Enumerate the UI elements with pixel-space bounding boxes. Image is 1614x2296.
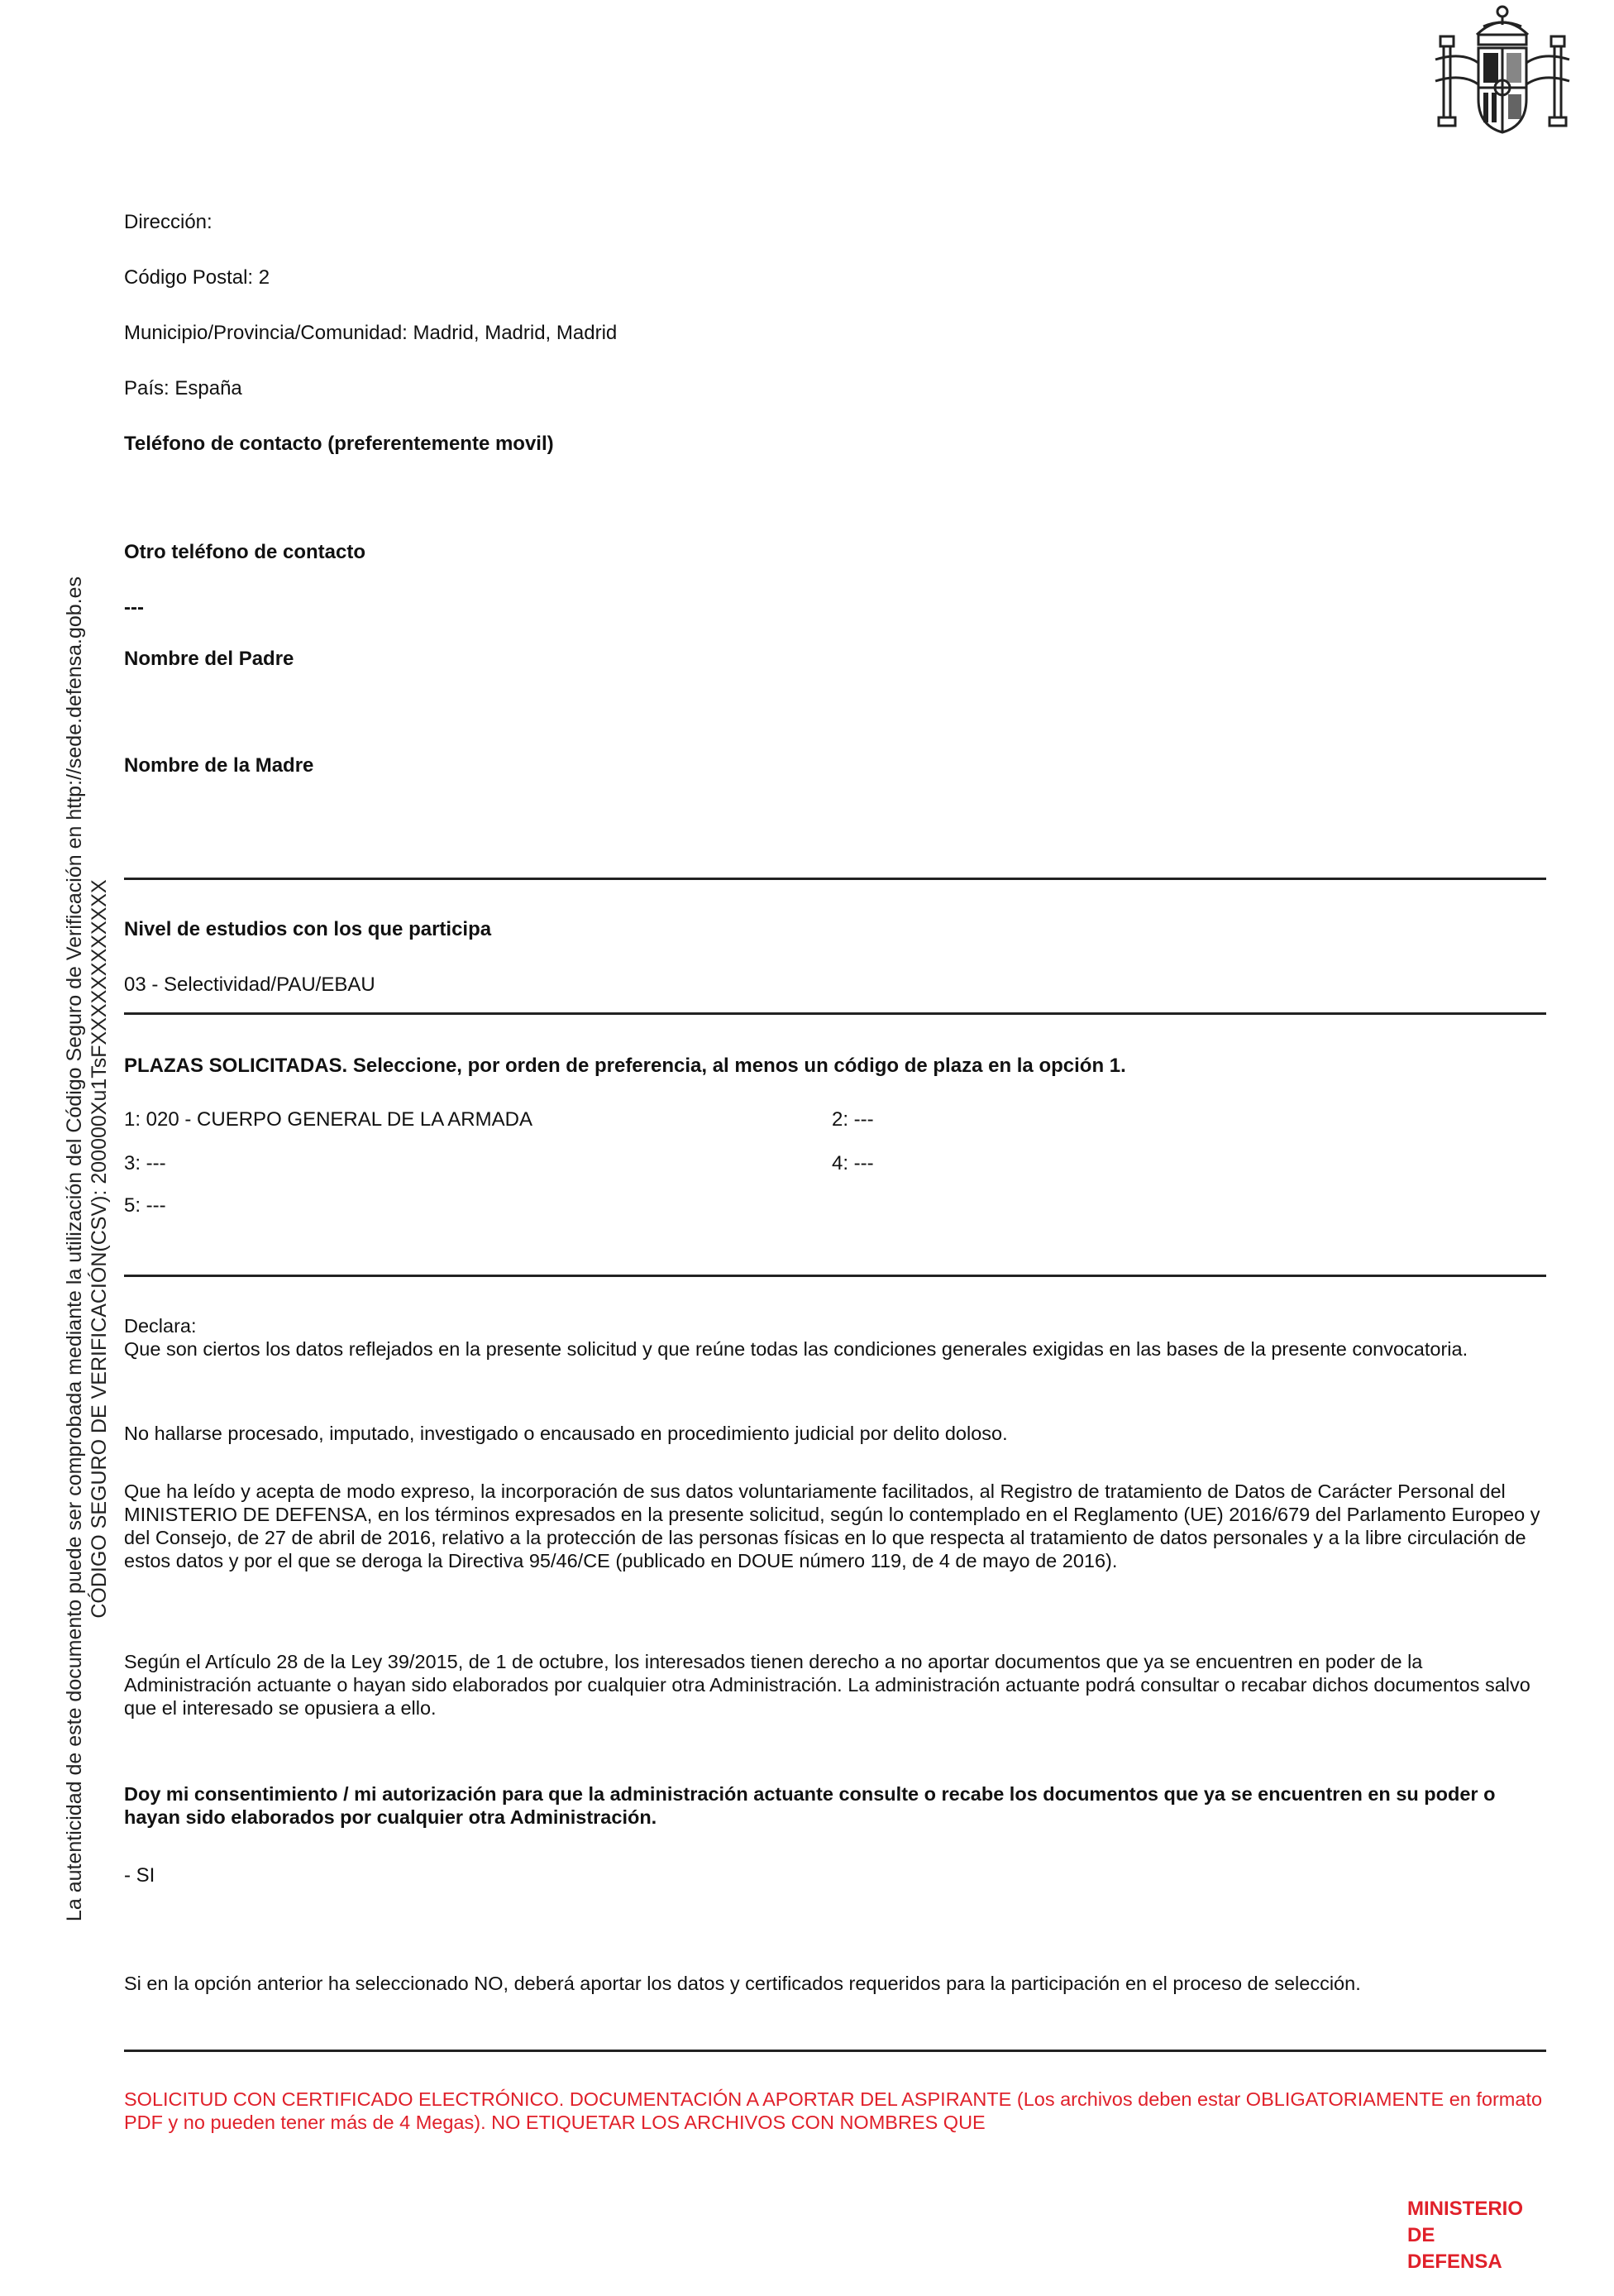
declara-paragraph-1: Que son ciertos los datos reflejados en la presente solicitud y que reúne todas las condiciones generales exigidas en las bases de la presente convocatoria. xyxy=(124,1338,1468,1360)
consentimiento-text: Doy mi consentimiento / mi autorización para que la administración actuante consulte o recabe los documentos que ya se encuentren en su poder o hayan sido elaborados por cualquier otra Administración. xyxy=(124,1783,1496,1828)
plazas-heading: PLAZAS SOLICITADAS. Seleccione, por orden de preferencia, al menos un código de plaza en la opción 1. xyxy=(124,1055,1126,1077)
plaza-option-5: 5: --- xyxy=(124,1194,166,1217)
codigo-postal: Código Postal: 2 xyxy=(124,266,270,289)
municipio-provincia: Municipio/Provincia/Comunidad: Madrid, Madrid, Madrid xyxy=(124,322,618,344)
section-divider xyxy=(124,1012,1546,1015)
section-divider xyxy=(124,1275,1546,1277)
telefono-label: Teléfono de contacto (preferentemente movil) xyxy=(124,433,554,455)
ministry-line-3: DEFENSA xyxy=(1407,2251,1502,2273)
nombre-madre-label: Nombre de la Madre xyxy=(124,754,314,777)
direccion-label: Dirección: xyxy=(124,211,212,233)
section-divider xyxy=(124,2050,1546,2052)
nivel-estudios-label: Nivel de estudios con los que participa xyxy=(124,918,492,940)
csv-line-2: CÓDIGO SEGURO DE VERIFICACIÓN(CSV): 200000Xu1TsFXXXXXXXXXXXX xyxy=(88,879,111,1619)
ministerio-defensa-label xyxy=(1407,2196,1523,2275)
plaza-option-3: 3: --- xyxy=(124,1152,166,1174)
pais: País: España xyxy=(124,377,242,399)
plaza-option-2: 2: --- xyxy=(832,1108,874,1131)
ministry-line-1: MINISTERIO xyxy=(1407,2198,1524,2220)
otro-telefono-value: --- xyxy=(124,596,144,619)
section-divider xyxy=(124,878,1546,880)
otro-telefono-label: Otro teléfono de contacto xyxy=(124,541,366,563)
ministry-line-2: DE xyxy=(1407,2224,1435,2246)
declara-paragraph-4: Según el Artículo 28 de la Ley 39/2015, de 1 de octubre, los interesados tienen derecho a no aportar documentos que ya se encuentren en poder de la Administración actuante o hayan sido elaborados por cualquier otra Administración. La administración actuante podrá consultar o recabar dichos documentos salvo que el interesado se opusiera a ello. xyxy=(124,1651,1530,1719)
consentimiento-value: - SI xyxy=(124,1864,155,1887)
plaza-option-1: 1: 020 - CUERPO GENERAL DE LA ARMADA xyxy=(124,1108,532,1131)
declara-title: Declara: xyxy=(124,1315,197,1337)
solicitud-documentacion-notice: SOLICITUD CON CERTIFICADO ELECTRÓNICO. DOCUMENTACIÓN A APORTAR DEL ASPIRANTE (Los archivos deben estar OBLIGATORIAMENTE en formato PDF y no pueden tener más de 4 Megas). NO ETIQUETAR LOS ARCHIVOS CON NOMBRES QUE xyxy=(124,2088,1543,2133)
consentimiento-note: Si en la opción anterior ha seleccionado NO, deberá aportar los datos y certificados requeridos para la participación en el proceso de selección. xyxy=(124,1973,1361,1994)
declara-paragraph-3: Que ha leído y acepta de modo expreso, la incorporación de sus datos voluntariamente facilitados, al Registro de tratamiento de Datos de Carácter Personal del MINISTERIO DE DEFENSA, en los términos expresados en la presente solicitud, según lo contemplado en el Reglamento (UE) 2016/679 del Parlamento Europeo y del Consejo, de 27 de abril de 2016, relativo a la protección de las personas físicas en lo que respecta al tratamiento de datos personales y a la libre circulación de estos datos y por el que se deroga la Directiva 95/46/CE (publicado en DOUE número 119, de 4 de mayo de 2016). xyxy=(124,1480,1540,1571)
csv-verification-side-text xyxy=(62,397,112,2101)
coat-of-arms-emblem xyxy=(1429,2,1576,139)
nivel-estudios-value: 03 - Selectividad/PAU/EBAU xyxy=(124,973,375,996)
plaza-option-4: 4: --- xyxy=(832,1152,874,1174)
declara-paragraph-2: No hallarse procesado, imputado, investigado o encausado en procedimiento judicial por delito doloso. xyxy=(124,1423,1008,1444)
nombre-padre-label: Nombre del Padre xyxy=(124,648,294,670)
csv-line-1: La autenticidad de este documento puede ser comprobada mediante la utilización del Código Seguro de Verificación en http://sede.defensa.gob.es xyxy=(63,576,86,1922)
